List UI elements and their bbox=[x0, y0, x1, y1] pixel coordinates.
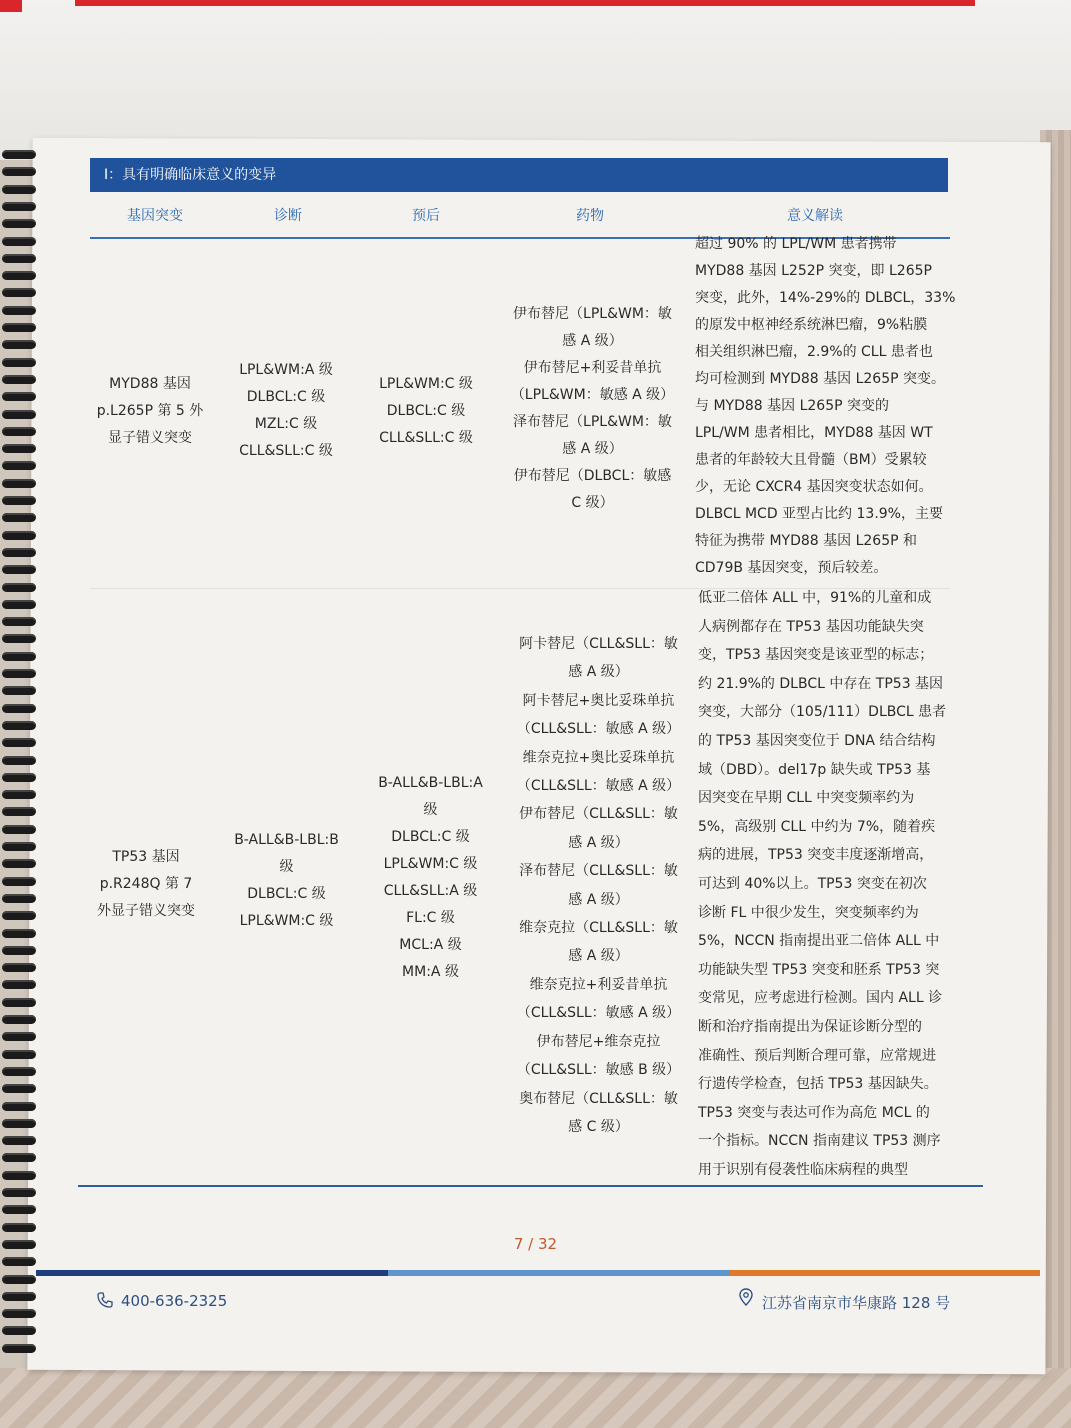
interpretation-line: 患者的年龄较大且骨髓（BM）受累较 bbox=[695, 452, 927, 468]
binding-coil bbox=[2, 1188, 36, 1197]
drug-line: 感 A 级） bbox=[568, 891, 629, 908]
drug-line: 阿卡替尼+奥比妥珠单抗 bbox=[522, 692, 675, 709]
interpretation-line: 均可检测到 MYD88 基因 L265P 突变。 bbox=[695, 371, 945, 387]
interpretation-line: 准确性、预后判断合理可靠，应常规进 bbox=[698, 1047, 936, 1064]
footer-phone: 400-636-2325 bbox=[121, 1292, 228, 1310]
interpretation-line: 与 MYD88 基因 L265P 突变的 bbox=[695, 398, 889, 414]
drug-line: 奥布替尼（CLL&SLL：敏 bbox=[519, 1090, 678, 1107]
binding-coil bbox=[2, 1205, 36, 1214]
row2-drugs bbox=[506, 630, 691, 1141]
binding-coil bbox=[2, 254, 36, 263]
interpretation-line: 突变，此外，14%-29%的 DLBCL，33% bbox=[695, 290, 956, 306]
interpretation-line: TP53 突变与表达可作为高危 MCL 的 bbox=[698, 1104, 930, 1121]
interpretation-line: 诊断 FL 中很少发生，突变频率约为 bbox=[698, 904, 919, 921]
binding-coil bbox=[2, 185, 36, 194]
gene-line: 外显子错义突变 bbox=[97, 903, 195, 919]
binding-coil bbox=[2, 461, 36, 470]
prognosis-line: FL:C 级 bbox=[406, 910, 455, 926]
drug-line: 维奈克拉+利妥昔单抗 bbox=[529, 976, 668, 993]
row1-gene bbox=[90, 371, 210, 452]
prognosis-line: CLL&SLL:A 级 bbox=[383, 883, 478, 899]
interpretation-line: 约 21.9%的 DLBCL 中存在 TP53 基因 bbox=[698, 675, 944, 692]
binding-coil bbox=[2, 565, 36, 574]
page-number: 7 / 32 bbox=[513, 1235, 558, 1253]
drug-line: （CLL&SLL：敏感 A 级） bbox=[516, 721, 681, 738]
gene-line: MYD88 基因 bbox=[109, 376, 191, 392]
drug-line: 伊布替尼（LPL&WM：敏 bbox=[513, 306, 672, 322]
binding-coil bbox=[2, 1119, 36, 1128]
interpretation-line: 5%，高级别 CLL 中约为 7%，随着疾 bbox=[698, 818, 936, 835]
row1-prognosis bbox=[366, 371, 486, 452]
binding-coil bbox=[2, 479, 36, 488]
drug-line: 伊布替尼（DLBCL：敏感 bbox=[513, 468, 672, 484]
interpretation-line: CD79B 基因突变，预后较差。 bbox=[695, 560, 888, 576]
binding-coil bbox=[2, 375, 36, 384]
binding-coil bbox=[2, 358, 36, 367]
binding-coil bbox=[2, 894, 36, 903]
binding-coil bbox=[2, 513, 36, 522]
prognosis-line: DLBCL:C 级 bbox=[386, 403, 466, 419]
interpretation-line: 功能缺失型 TP53 突变和胚系 TP53 突 bbox=[698, 961, 940, 978]
binding-coil bbox=[2, 911, 36, 920]
background-fabric-bottom bbox=[0, 1368, 1071, 1428]
row2-diagnosis bbox=[224, 827, 349, 935]
interpretation-line: 突变，大部分（105/111）DLBCL 患者 bbox=[698, 704, 947, 721]
diagnosis-line: LPL&WM:C 级 bbox=[239, 913, 334, 929]
red-corner bbox=[0, 0, 22, 12]
binding-coil bbox=[2, 652, 36, 661]
diagnosis-line: DLBCL:C 级 bbox=[247, 886, 326, 902]
interpretation-line: 的 TP53 基因突变位于 DNA 结合结构 bbox=[698, 732, 936, 749]
prognosis-line: 级 bbox=[423, 802, 438, 818]
binding-coil bbox=[2, 583, 36, 592]
binding-coil bbox=[2, 686, 36, 695]
binding-coil bbox=[2, 929, 36, 938]
binding-coil bbox=[2, 1050, 36, 1059]
diagnosis-line: MZL:C 级 bbox=[254, 416, 318, 432]
diagnosis-line: DLBCL:C 级 bbox=[246, 389, 326, 405]
interpretation-line: 超过 90% 的 LPL/WM 患者携带 bbox=[695, 236, 897, 252]
binding-coil bbox=[2, 167, 36, 176]
binding-coil bbox=[2, 946, 36, 955]
binding-coil bbox=[2, 1102, 36, 1111]
binding-coil bbox=[2, 271, 36, 280]
binding-coil bbox=[2, 721, 36, 730]
binding-coil bbox=[2, 306, 36, 315]
interpretation-line: 可达到 40%以上。TP53 突变在初次 bbox=[698, 875, 927, 892]
binding-coil bbox=[2, 998, 36, 1007]
binding-coil bbox=[2, 634, 36, 643]
row2-prognosis bbox=[368, 770, 493, 986]
binding-coil bbox=[2, 531, 36, 540]
interpretation-line: 的原发中枢神经系统淋巴瘤，9%粘膜 bbox=[695, 317, 928, 333]
prognosis-line: B-ALL&B-LBL:A bbox=[378, 775, 483, 791]
interpretation-line: 低亚二倍体 ALL 中，91%的儿童和成 bbox=[698, 590, 932, 606]
binding-coil bbox=[2, 1257, 36, 1266]
binding-coil bbox=[2, 825, 36, 834]
drug-line: 伊布替尼+利妥昔单抗 bbox=[523, 360, 662, 376]
prognosis-line: LPL&WM:C 级 bbox=[379, 376, 473, 392]
table-bottom-line bbox=[78, 1185, 983, 1187]
binding-coil bbox=[2, 1084, 36, 1093]
binding-coil bbox=[2, 1309, 36, 1318]
interpretation-line: 5%，NCCN 指南提出亚二倍体 ALL 中 bbox=[698, 933, 940, 950]
prognosis-line: LPL&WM:C 级 bbox=[383, 856, 478, 872]
gene-line: 显子错义突变 bbox=[108, 430, 192, 446]
binding-coil bbox=[2, 496, 36, 505]
binding-coil bbox=[2, 859, 36, 868]
drug-line: 伊布替尼+维奈克拉 bbox=[536, 1033, 661, 1050]
binding-coil bbox=[2, 323, 36, 332]
prognosis-line: MCL:A 级 bbox=[399, 937, 462, 953]
drug-line: 感 A 级） bbox=[562, 333, 623, 349]
footer-bar-orange bbox=[730, 1270, 1040, 1276]
location-pin-icon bbox=[738, 1288, 754, 1306]
drug-line: 阿卡替尼（CLL&SLL：敏 bbox=[519, 636, 678, 652]
binding-coil bbox=[2, 427, 36, 436]
binding-coil bbox=[2, 340, 36, 349]
interpretation-line: LPL/WM 患者相比，MYD88 基因 WT bbox=[695, 425, 933, 441]
prognosis-line: MM:A 级 bbox=[402, 964, 459, 980]
binding-coil bbox=[2, 1136, 36, 1145]
binding-coil bbox=[2, 237, 36, 246]
binding-coil bbox=[2, 1171, 36, 1180]
drug-line: 维奈克拉+奥比妥珠单抗 bbox=[522, 749, 675, 766]
binding-coil bbox=[2, 1067, 36, 1076]
binding-coil bbox=[2, 617, 36, 626]
drug-line: 伊布替尼（CLL&SLL：敏 bbox=[519, 806, 678, 823]
background-paper-top bbox=[0, 0, 1071, 160]
binding-coil bbox=[2, 600, 36, 609]
binding-coil bbox=[2, 738, 36, 747]
drug-line: 感 A 级） bbox=[568, 834, 629, 851]
gene-line: p.R248Q 第 7 bbox=[99, 876, 193, 892]
header-gene: 基因突变 bbox=[127, 208, 183, 224]
binding-coil bbox=[2, 773, 36, 782]
phone-icon bbox=[97, 1292, 113, 1308]
drug-line: 感 C 级） bbox=[568, 1118, 629, 1135]
interpretation-line: MYD88 基因 L252P 突变，即 L265P bbox=[695, 263, 932, 279]
drug-line: C 级） bbox=[571, 495, 614, 511]
diagnosis-line: LPL&WM:A 级 bbox=[239, 362, 333, 378]
binding-coil bbox=[2, 963, 36, 972]
drug-line: 感 A 级） bbox=[562, 441, 623, 457]
binding-coil bbox=[2, 807, 36, 816]
binding-coil bbox=[2, 704, 36, 713]
interpretation-line: 特征为携带 MYD88 基因 L265P 和 bbox=[695, 533, 917, 549]
drug-line: 维奈克拉（CLL&SLL：敏 bbox=[519, 920, 678, 937]
drug-line: 感 A 级） bbox=[568, 948, 629, 965]
binding-coil bbox=[2, 1344, 36, 1353]
interpretation-line: 断和治疗指南提出为保证诊断分型的 bbox=[698, 1018, 922, 1035]
drug-line: （CLL&SLL：敏感 A 级） bbox=[516, 1005, 681, 1022]
interpretation-line: 人病例都存在 TP53 基因功能缺失突 bbox=[698, 618, 924, 635]
row1-diagnosis bbox=[226, 357, 346, 465]
binding-coil bbox=[2, 444, 36, 453]
binding-coil bbox=[2, 1275, 36, 1284]
interpretation-line: 行遗传学检查，包括 TP53 基因缺失。 bbox=[698, 1076, 938, 1093]
drug-line: 泽布替尼（LPL&WM：敏 bbox=[513, 414, 672, 430]
section-title: I：具有明确临床意义的变异 bbox=[104, 167, 277, 183]
diagnosis-line: 级 bbox=[279, 859, 294, 875]
binding-coil bbox=[2, 1223, 36, 1232]
interpretation-line: 病的进展，TP53 突变丰度逐渐增高， bbox=[698, 847, 934, 864]
gene-line: TP53 基因 bbox=[112, 849, 180, 865]
binding-coil bbox=[2, 410, 36, 419]
binding-coil bbox=[2, 669, 36, 678]
drug-line: 泽布替尼（CLL&SLL：敏 bbox=[519, 863, 678, 880]
binding-coil bbox=[2, 1153, 36, 1162]
binding-coil bbox=[2, 842, 36, 851]
binding-coil bbox=[2, 1032, 36, 1041]
section-title-bar bbox=[90, 158, 948, 192]
binding-coil bbox=[2, 1326, 36, 1335]
binding-coil bbox=[2, 219, 36, 228]
binding-coil bbox=[2, 1015, 36, 1024]
diagnosis-line: CLL&SLL:C 级 bbox=[239, 443, 333, 459]
binding-coil bbox=[2, 980, 36, 989]
interpretation-line: 域（DBD）。del17p 缺失或 TP53 基 bbox=[698, 761, 931, 778]
row2-gene bbox=[86, 844, 206, 925]
interpretation-line: 一个指标。NCCN 指南建议 TP53 测序 bbox=[698, 1133, 941, 1150]
binding-coil bbox=[2, 1292, 36, 1301]
binding-coil bbox=[2, 548, 36, 557]
diagnosis-line: B-ALL&B-LBL:B bbox=[234, 832, 339, 848]
red-stripe bbox=[75, 0, 975, 6]
binding-coil bbox=[2, 150, 36, 159]
header-interpretation: 意义解读 bbox=[787, 208, 843, 224]
interpretation-line: 用于识别有侵袭性临床病程的典型 bbox=[698, 1161, 908, 1178]
prognosis-line: CLL&SLL:C 级 bbox=[379, 430, 473, 446]
binding-coil bbox=[2, 877, 36, 886]
prognosis-line: DLBCL:C 级 bbox=[391, 829, 470, 845]
interpretation-line: 变，TP53 基因突变是该亚型的标志； bbox=[698, 647, 934, 664]
header-drugs: 药物 bbox=[576, 208, 604, 224]
binding-coil bbox=[2, 288, 36, 297]
interpretation-line: 少，无论 CXCR4 基因突变状态如何。 bbox=[695, 479, 933, 495]
binding-coil bbox=[2, 202, 36, 211]
interpretation-line: 变常见，应考虑进行检测。国内 ALL 诊 bbox=[698, 990, 943, 1007]
spiral-binding bbox=[0, 150, 40, 1360]
gene-line: p.L265P 第 5 外 bbox=[96, 403, 204, 419]
interpretation-line: DLBCL MCD 亚型占比约 13.9%，主要 bbox=[695, 506, 943, 522]
row2-interpretation bbox=[698, 584, 973, 1184]
binding-coil bbox=[2, 756, 36, 765]
binding-coil bbox=[2, 392, 36, 401]
header-diagnosis: 诊断 bbox=[274, 208, 302, 224]
binding-coil bbox=[2, 790, 36, 799]
drug-line: 感 A 级） bbox=[568, 664, 629, 681]
drug-line: （CLL&SLL：敏感 A 级） bbox=[516, 778, 681, 795]
header-prognosis: 预后 bbox=[412, 208, 440, 224]
footer-bar-light-blue bbox=[388, 1270, 730, 1276]
footer-bar-dark-blue bbox=[36, 1270, 388, 1276]
interpretation-line: 相关组织淋巴瘤，2.9%的 CLL 患者也 bbox=[695, 344, 933, 360]
drug-line: （LPL&WM：敏感 A 级） bbox=[510, 387, 675, 403]
interpretation-line: 因突变在早期 CLL 中突变频率约为 bbox=[698, 790, 915, 807]
footer-address: 江苏省南京市华康路 128 号 bbox=[762, 1294, 951, 1312]
row1-drugs bbox=[500, 301, 685, 517]
drug-line: （CLL&SLL：敏感 B 级） bbox=[516, 1062, 681, 1079]
row1-interpretation bbox=[695, 231, 956, 582]
